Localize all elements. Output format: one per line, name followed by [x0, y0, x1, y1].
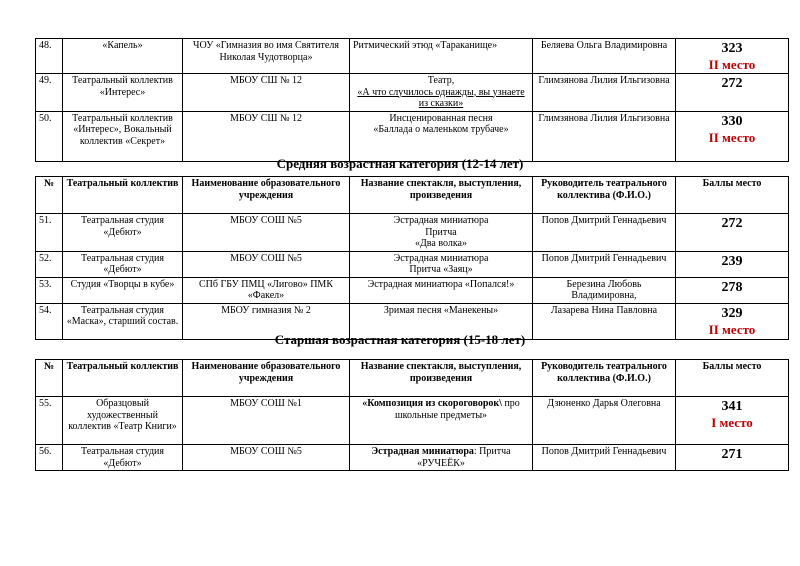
column-header-institution: Наименование образовательного учреждения: [183, 360, 350, 397]
performance-text: Эстрадная миниатюра: [393, 215, 489, 226]
score-cell: [676, 111, 789, 161]
performance-title: [350, 214, 533, 252]
column-header-score: Баллы место: [676, 177, 789, 214]
place-label: II место: [708, 321, 756, 337]
table-row: [36, 39, 789, 74]
performance-title: [350, 251, 533, 277]
performance-text: «Два волка»: [414, 238, 467, 249]
performance-text: Зримая песня «Манекены»: [383, 304, 499, 316]
leader-name: Попов Дмитрий Геннадьевич: [533, 214, 676, 252]
performance-text: Эстрадная миниатюра: [393, 252, 489, 264]
leader-name: Глимзянова Лилия Ильгизовна: [533, 74, 676, 112]
collective-name: Театральная студия «Дебют»: [63, 445, 183, 471]
table-row: [36, 214, 789, 252]
row-number: 49.: [36, 74, 63, 112]
header-row: [36, 360, 789, 397]
performance-title: [350, 39, 533, 74]
performance-text: «Композиция из скороговорок\: [362, 398, 502, 409]
score-cell: [676, 277, 789, 303]
row-number: 51.: [36, 214, 63, 252]
collective-name: Театральная студия «Маска», старший состав.: [63, 303, 183, 339]
row-number: 52.: [36, 251, 63, 277]
performance-text: Притча: [425, 226, 457, 238]
score-cell: [676, 397, 789, 445]
score-cell: [676, 445, 789, 471]
institution-name: МБОУ СОШ №1: [183, 397, 350, 445]
results-table: [35, 359, 789, 471]
leader-name: Попов Дмитрий Геннадьевич: [533, 251, 676, 277]
column-header-collective: Театральный коллектив: [63, 360, 183, 397]
score-cell: [676, 214, 789, 252]
place-label: I место: [711, 415, 753, 430]
performance-title: [350, 74, 533, 112]
section-heading: Старшая возрастная категория (15-18 лет): [274, 332, 526, 347]
performance-text: : Притча «РУЧЕЁК»: [417, 446, 511, 469]
score-points: 272: [721, 76, 743, 91]
performance-title: [350, 277, 533, 303]
column-header-institution: Наименование образовательного учреждения: [183, 177, 350, 214]
leader-name: Дзюненко Дарья Олеговна: [533, 397, 676, 445]
table-row: [36, 251, 789, 277]
column-header-performance: Название спектакля, выступления, произведения: [350, 360, 533, 397]
row-number: 50.: [36, 111, 63, 161]
score-points: 239: [721, 253, 743, 269]
table-row: [36, 74, 789, 112]
results-table: [35, 176, 789, 340]
column-header-num: №: [36, 177, 63, 214]
row-number: 53.: [36, 277, 63, 303]
score-points: 341: [721, 399, 743, 414]
row-number: 55.: [36, 397, 63, 445]
institution-name: МБОУ СОШ №5: [183, 214, 350, 252]
institution-name: МБОУ СШ № 12: [183, 74, 350, 112]
performance-text: Эстрадная миниатюра: [371, 446, 474, 457]
institution-name: МБОУ СШ № 12: [183, 111, 350, 161]
score-points: 329: [721, 305, 743, 321]
performance-text: Ритмический этюд «Тараканище»: [353, 40, 498, 51]
score-points: 323: [721, 41, 743, 56]
results-table: [35, 38, 789, 162]
institution-name: МБОУ СОШ №5: [183, 445, 350, 471]
performance-text: Инсценированная песня: [389, 112, 493, 124]
leader-name: Глимзянова Лилия Ильгизовна: [533, 111, 676, 161]
row-number: 56.: [36, 445, 63, 471]
table-row: [36, 277, 789, 303]
institution-name: СПб ГБУ ПМЦ «Лигово» ПМК «Факел»: [183, 277, 350, 303]
performance-title: [350, 397, 533, 445]
performance-title: [350, 111, 533, 161]
leader-name: Лазарева Нина Павловна: [533, 303, 676, 339]
score-points: 271: [721, 447, 743, 462]
collective-name: Образцовый художественный коллектив «Театр Книги»: [63, 397, 183, 445]
table-row: [36, 397, 789, 445]
column-header-collective: Театральный коллектив: [63, 177, 183, 214]
collective-name: Театральная студия «Дебют»: [63, 214, 183, 252]
leader-name: Попов Дмитрий Геннадьевич: [533, 445, 676, 471]
place-label: II место: [708, 57, 756, 72]
performance-title: [350, 445, 533, 471]
performance-text: про школьные предметы»: [394, 398, 520, 421]
performance-text: Эстрадная миниатюра «Попался!»: [367, 278, 515, 290]
column-header-performance: Название спектакля, выступления, произведения: [350, 177, 533, 214]
score-points: 272: [721, 216, 743, 231]
table-row: [36, 111, 789, 161]
place-label: II место: [708, 129, 756, 145]
score-cell: [676, 74, 789, 112]
institution-name: МБОУ гимназия № 2: [183, 303, 350, 339]
collective-name: Театральный коллектив «Интерес», Вокальный коллектив «Секрет»: [63, 111, 183, 161]
header-row: [36, 177, 789, 214]
leader-name: Беляева Ольга Владимировна: [533, 39, 676, 74]
institution-name: ЧОУ «Гимназия во имя Святителя Николая Чудотворца»: [183, 39, 350, 74]
score-cell: [676, 39, 789, 74]
column-header-score: Баллы место: [676, 360, 789, 397]
column-header-leader: Руководитель театрального коллектива (Ф.И.О.): [533, 177, 676, 214]
institution-name: МБОУ СОШ №5: [183, 251, 350, 277]
collective-name: Студия «Творцы в кубе»: [63, 277, 183, 303]
column-header-num: №: [36, 360, 63, 397]
section-heading: Средняя возрастная категория (12-14 лет): [276, 156, 524, 171]
leader-name: Березина Любовь Владимировна,: [533, 277, 676, 303]
score-points: 278: [721, 279, 743, 295]
performance-text: Притча «Заяц»: [409, 264, 473, 275]
score-cell: [676, 251, 789, 277]
performance-text: «А что случилось однажды, вы узнаете из сказки»: [357, 86, 525, 109]
collective-name: Театральный коллектив «Интерес»: [63, 74, 183, 112]
row-number: 48.: [36, 39, 63, 74]
score-points: 330: [721, 113, 743, 129]
row-number: 54.: [36, 303, 63, 339]
performance-text: Театр,: [427, 75, 455, 86]
performance-text: «Баллада о маленьком трубаче»: [373, 124, 509, 135]
table-row: [36, 445, 789, 471]
column-header-leader: Руководитель театрального коллектива (Ф.И.О.): [533, 360, 676, 397]
collective-name: «Капель»: [63, 39, 183, 74]
collective-name: Театральная студия «Дебют»: [63, 251, 183, 277]
